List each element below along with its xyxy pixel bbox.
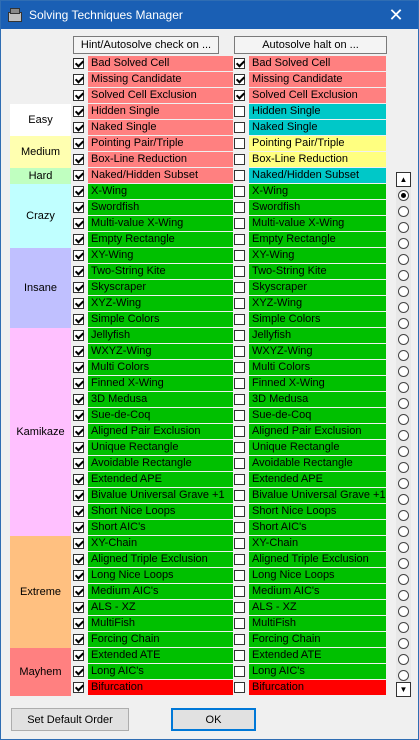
halt-row-35 bbox=[234, 616, 386, 631]
hint-checkbox[interactable] bbox=[73, 202, 84, 213]
halt-row-2 bbox=[234, 88, 386, 103]
halt-checkbox[interactable] bbox=[234, 138, 245, 149]
halt-checkbox[interactable] bbox=[234, 362, 245, 373]
order-radio[interactable] bbox=[398, 254, 409, 265]
halt-checkbox[interactable] bbox=[234, 314, 245, 325]
halt-checkbox[interactable] bbox=[234, 474, 245, 485]
halt-technique-label: Box-Line Reduction bbox=[249, 152, 386, 167]
order-radio[interactable] bbox=[398, 222, 409, 233]
halt-row-4 bbox=[234, 120, 386, 135]
order-radio[interactable] bbox=[398, 430, 409, 441]
halt-technique-label: Aligned Triple Exclusion bbox=[249, 552, 386, 567]
hint-checkbox[interactable] bbox=[73, 314, 84, 325]
halt-checkbox[interactable] bbox=[234, 330, 245, 341]
hint-technique-label: Aligned Pair Exclusion bbox=[88, 424, 233, 439]
halt-technique-label: Aligned Pair Exclusion bbox=[249, 424, 386, 439]
hint-checkbox[interactable] bbox=[73, 410, 84, 421]
halt-row-26 bbox=[234, 472, 386, 487]
ok-button[interactable]: OK bbox=[171, 708, 256, 731]
order-radio[interactable] bbox=[398, 334, 409, 345]
hint-technique-label: Pointing Pair/Triple bbox=[88, 136, 233, 151]
halt-checkbox[interactable] bbox=[234, 490, 245, 501]
hint-technique-label: X-Wing bbox=[88, 184, 233, 199]
order-radio[interactable] bbox=[398, 510, 409, 521]
hint-row-37 bbox=[73, 648, 233, 663]
halt-row-15 bbox=[234, 296, 386, 311]
halt-row-10 bbox=[234, 216, 386, 231]
hint-checkbox[interactable] bbox=[73, 74, 84, 85]
halt-row-0 bbox=[234, 56, 386, 71]
halt-checkbox[interactable] bbox=[234, 506, 245, 517]
halt-technique-label: Short Nice Loops bbox=[249, 504, 386, 519]
halt-row-33 bbox=[234, 584, 386, 599]
order-radio[interactable] bbox=[398, 462, 409, 473]
halt-checkbox[interactable] bbox=[234, 58, 245, 69]
hint-checkbox[interactable] bbox=[73, 442, 84, 453]
order-radio[interactable] bbox=[398, 478, 409, 489]
hint-checkbox[interactable] bbox=[73, 538, 84, 549]
halt-technique-label: Solved Cell Exclusion bbox=[249, 88, 386, 103]
hint-column-header-button[interactable]: Hint/Autosolve check on ... bbox=[73, 36, 219, 54]
halt-checkbox[interactable] bbox=[234, 218, 245, 229]
hint-technique-label: Two-String Kite bbox=[88, 264, 233, 279]
halt-row-36 bbox=[234, 632, 386, 647]
hint-checkbox[interactable] bbox=[73, 346, 84, 357]
hint-row-7 bbox=[73, 168, 233, 183]
hint-technique-label: WXYZ-Wing bbox=[88, 344, 233, 359]
hint-row-35 bbox=[73, 616, 233, 631]
hint-technique-label: Short Nice Loops bbox=[88, 504, 233, 519]
hint-technique-label: Extended APE bbox=[88, 472, 233, 487]
hint-row-38 bbox=[73, 664, 233, 679]
hint-technique-label: Jellyfish bbox=[88, 328, 233, 343]
halt-technique-label: Long AIC's bbox=[249, 664, 386, 679]
hint-checkbox[interactable] bbox=[73, 490, 84, 501]
order-radio[interactable] bbox=[398, 542, 409, 553]
scroll-up-icon[interactable]: ▲ bbox=[396, 172, 411, 187]
halt-checkbox[interactable] bbox=[234, 410, 245, 421]
hint-technique-label: Hidden Single bbox=[88, 104, 233, 119]
halt-checkbox[interactable] bbox=[234, 250, 245, 261]
hint-checkbox[interactable] bbox=[73, 90, 84, 101]
halt-row-9 bbox=[234, 200, 386, 215]
halt-row-20 bbox=[234, 376, 386, 391]
order-radio[interactable] bbox=[398, 670, 409, 681]
hint-checkbox[interactable] bbox=[73, 234, 84, 245]
halt-row-16 bbox=[234, 312, 386, 327]
window-title: Solving Techniques Manager bbox=[29, 8, 183, 22]
hint-checkbox[interactable] bbox=[73, 218, 84, 229]
hint-technique-label: Simple Colors bbox=[88, 312, 233, 327]
hint-technique-label: 3D Medusa bbox=[88, 392, 233, 407]
hint-checkbox[interactable] bbox=[73, 618, 84, 629]
halt-checkbox[interactable] bbox=[234, 202, 245, 213]
halt-checkbox[interactable] bbox=[234, 106, 245, 117]
hint-row-14 bbox=[73, 280, 233, 295]
halt-technique-label: XY-Chain bbox=[249, 536, 386, 551]
halt-row-14 bbox=[234, 280, 386, 295]
hint-checkbox[interactable] bbox=[73, 282, 84, 293]
halt-technique-label: Naked/Hidden Subset bbox=[249, 168, 386, 183]
hint-technique-label: Bivalue Universal Grave +1 bbox=[88, 488, 233, 503]
hint-technique-label: Naked/Hidden Subset bbox=[88, 168, 233, 183]
order-radio[interactable] bbox=[398, 286, 409, 297]
halt-row-31 bbox=[234, 552, 386, 567]
hint-technique-label: Solved Cell Exclusion bbox=[88, 88, 233, 103]
set-default-order-button[interactable]: Set Default Order bbox=[11, 708, 129, 731]
halt-row-11 bbox=[234, 232, 386, 247]
hint-row-10 bbox=[73, 216, 233, 231]
hint-checkbox[interactable] bbox=[73, 250, 84, 261]
hint-checkbox[interactable] bbox=[73, 458, 84, 469]
halt-row-8 bbox=[234, 184, 386, 199]
halt-row-32 bbox=[234, 568, 386, 583]
hint-technique-label: XY-Wing bbox=[88, 248, 233, 263]
hint-checkbox[interactable] bbox=[73, 570, 84, 581]
hint-technique-label: XYZ-Wing bbox=[88, 296, 233, 311]
halt-technique-label: Forcing Chain bbox=[249, 632, 386, 647]
hint-row-28 bbox=[73, 504, 233, 519]
hint-checkbox[interactable] bbox=[73, 394, 84, 405]
hint-checkbox[interactable] bbox=[73, 522, 84, 533]
halt-checkbox[interactable] bbox=[234, 378, 245, 389]
halt-checkbox[interactable] bbox=[234, 122, 245, 133]
hint-technique-label: Long Nice Loops bbox=[88, 568, 233, 583]
hint-checkbox[interactable] bbox=[73, 362, 84, 373]
category-medium: Medium bbox=[10, 136, 71, 168]
hint-row-21 bbox=[73, 392, 233, 407]
hint-checkbox[interactable] bbox=[73, 266, 84, 277]
hint-technique-label: Extended ATE bbox=[88, 648, 233, 663]
hint-row-25 bbox=[73, 456, 233, 471]
order-radio[interactable] bbox=[398, 606, 409, 617]
hint-technique-label: Bifurcation bbox=[88, 680, 233, 695]
halt-checkbox[interactable] bbox=[234, 234, 245, 245]
category-easy: Easy bbox=[10, 104, 71, 136]
hint-technique-label: ALS - XZ bbox=[88, 600, 233, 615]
scroll-down-icon[interactable]: ▼ bbox=[396, 682, 411, 697]
hint-row-23 bbox=[73, 424, 233, 439]
hint-checkbox[interactable] bbox=[73, 330, 84, 341]
hint-checkbox[interactable] bbox=[73, 426, 84, 437]
hint-checkbox[interactable] bbox=[73, 122, 84, 133]
hint-checkbox[interactable] bbox=[73, 170, 84, 181]
halt-row-22 bbox=[234, 408, 386, 423]
halt-row-27 bbox=[234, 488, 386, 503]
halt-row-21 bbox=[234, 392, 386, 407]
halt-checkbox[interactable] bbox=[234, 682, 245, 693]
halt-checkbox[interactable] bbox=[234, 282, 245, 293]
halt-technique-label: Bad Solved Cell bbox=[249, 56, 386, 71]
hint-checkbox[interactable] bbox=[73, 378, 84, 389]
hint-checkbox[interactable] bbox=[73, 298, 84, 309]
hint-row-8 bbox=[73, 184, 233, 199]
hint-checkbox[interactable] bbox=[73, 554, 84, 565]
hint-row-5 bbox=[73, 136, 233, 151]
order-radio[interactable] bbox=[398, 494, 409, 505]
order-radio[interactable] bbox=[398, 318, 409, 329]
order-radio[interactable] bbox=[398, 206, 409, 217]
hint-row-33 bbox=[73, 584, 233, 599]
hint-row-26 bbox=[73, 472, 233, 487]
hint-row-29 bbox=[73, 520, 233, 535]
order-radio[interactable] bbox=[398, 382, 409, 393]
halt-row-5 bbox=[234, 136, 386, 151]
hint-technique-label: Forcing Chain bbox=[88, 632, 233, 647]
halt-row-7 bbox=[234, 168, 386, 183]
hint-checkbox[interactable] bbox=[73, 154, 84, 165]
halt-checkbox[interactable] bbox=[234, 634, 245, 645]
halt-checkbox[interactable] bbox=[234, 90, 245, 101]
hint-technique-label: Multi-value X-Wing bbox=[88, 216, 233, 231]
halt-row-18 bbox=[234, 344, 386, 359]
halt-checkbox[interactable] bbox=[234, 538, 245, 549]
hint-technique-label: Finned X-Wing bbox=[88, 376, 233, 391]
halt-technique-label: Short AIC's bbox=[249, 520, 386, 535]
halt-row-3 bbox=[234, 104, 386, 119]
halt-row-19 bbox=[234, 360, 386, 375]
order-radio[interactable] bbox=[398, 350, 409, 361]
halt-checkbox[interactable] bbox=[234, 394, 245, 405]
category-crazy: Crazy bbox=[10, 184, 71, 248]
hint-row-27 bbox=[73, 488, 233, 503]
hint-technique-label: Unique Rectangle bbox=[88, 440, 233, 455]
order-radio[interactable] bbox=[398, 574, 409, 585]
hint-checkbox[interactable] bbox=[73, 650, 84, 661]
order-radio[interactable] bbox=[398, 238, 409, 249]
halt-checkbox[interactable] bbox=[234, 154, 245, 165]
hint-checkbox[interactable] bbox=[73, 666, 84, 677]
halt-checkbox[interactable] bbox=[234, 298, 245, 309]
order-radio[interactable] bbox=[398, 526, 409, 537]
halt-technique-label: MultiFish bbox=[249, 616, 386, 631]
hint-row-4 bbox=[73, 120, 233, 135]
halt-checkbox[interactable] bbox=[234, 602, 245, 613]
halt-technique-label: Extended APE bbox=[249, 472, 386, 487]
order-radio[interactable] bbox=[398, 190, 409, 201]
halt-technique-label: Bifurcation bbox=[249, 680, 386, 695]
order-radio[interactable] bbox=[398, 590, 409, 601]
hint-technique-label: Long AIC's bbox=[88, 664, 233, 679]
hint-checkbox[interactable] bbox=[73, 138, 84, 149]
order-radio[interactable] bbox=[398, 558, 409, 569]
hint-row-18 bbox=[73, 344, 233, 359]
hint-checkbox[interactable] bbox=[73, 186, 84, 197]
halt-technique-label: Jellyfish bbox=[249, 328, 386, 343]
halt-technique-label: Long Nice Loops bbox=[249, 568, 386, 583]
order-radio[interactable] bbox=[398, 638, 409, 649]
halt-technique-label: Empty Rectangle bbox=[249, 232, 386, 247]
hint-technique-label: Box-Line Reduction bbox=[88, 152, 233, 167]
halt-technique-label: Multi Colors bbox=[249, 360, 386, 375]
halt-technique-label: Skyscraper bbox=[249, 280, 386, 295]
order-radio[interactable] bbox=[398, 622, 409, 633]
hint-technique-label: MultiFish bbox=[88, 616, 233, 631]
halt-row-13 bbox=[234, 264, 386, 279]
hint-row-17 bbox=[73, 328, 233, 343]
hint-technique-label: Skyscraper bbox=[88, 280, 233, 295]
hint-checkbox[interactable] bbox=[73, 106, 84, 117]
app-icon bbox=[7, 7, 23, 23]
category-insane: Insane bbox=[10, 248, 71, 328]
halt-row-29 bbox=[234, 520, 386, 535]
halt-checkbox[interactable] bbox=[234, 522, 245, 533]
halt-row-37 bbox=[234, 648, 386, 663]
halt-technique-label: WXYZ-Wing bbox=[249, 344, 386, 359]
halt-checkbox[interactable] bbox=[234, 554, 245, 565]
halt-row-28 bbox=[234, 504, 386, 519]
hint-technique-label: Multi Colors bbox=[88, 360, 233, 375]
halt-row-25 bbox=[234, 456, 386, 471]
hint-checkbox[interactable] bbox=[73, 58, 84, 69]
hint-row-2 bbox=[73, 88, 233, 103]
hint-technique-label: Swordfish bbox=[88, 200, 233, 215]
halt-row-17 bbox=[234, 328, 386, 343]
order-radio[interactable] bbox=[398, 446, 409, 457]
halt-checkbox[interactable] bbox=[234, 650, 245, 661]
hint-row-0 bbox=[73, 56, 233, 71]
halt-column-header-button[interactable]: Autosolve halt on ... bbox=[234, 36, 387, 54]
hint-row-22 bbox=[73, 408, 233, 423]
order-scrollbar[interactable] bbox=[396, 172, 411, 697]
halt-checkbox[interactable] bbox=[234, 186, 245, 197]
hint-technique-label: Missing Candidate bbox=[88, 72, 233, 87]
hint-row-34 bbox=[73, 600, 233, 615]
hint-row-24 bbox=[73, 440, 233, 455]
order-radio[interactable] bbox=[398, 398, 409, 409]
halt-technique-label: Bivalue Universal Grave +1 bbox=[249, 488, 386, 503]
category-mayhem: Mayhem bbox=[10, 648, 71, 696]
hint-technique-label: Aligned Triple Exclusion bbox=[88, 552, 233, 567]
hint-row-12 bbox=[73, 248, 233, 263]
hint-row-9 bbox=[73, 200, 233, 215]
halt-checkbox[interactable] bbox=[234, 74, 245, 85]
hint-row-1 bbox=[73, 72, 233, 87]
hint-row-31 bbox=[73, 552, 233, 567]
halt-technique-label: Multi-value X-Wing bbox=[249, 216, 386, 231]
halt-row-6 bbox=[234, 152, 386, 167]
halt-technique-label: Avoidable Rectangle bbox=[249, 456, 386, 471]
hint-technique-label: Avoidable Rectangle bbox=[88, 456, 233, 471]
halt-checkbox[interactable] bbox=[234, 426, 245, 437]
title-bar bbox=[1, 1, 418, 29]
halt-technique-label: Simple Colors bbox=[249, 312, 386, 327]
halt-technique-label: 3D Medusa bbox=[249, 392, 386, 407]
order-radio[interactable] bbox=[398, 270, 409, 281]
hint-row-32 bbox=[73, 568, 233, 583]
order-radio[interactable] bbox=[398, 366, 409, 377]
halt-row-24 bbox=[234, 440, 386, 455]
halt-checkbox[interactable] bbox=[234, 346, 245, 357]
hint-checkbox[interactable] bbox=[73, 602, 84, 613]
hint-technique-label: Short AIC's bbox=[88, 520, 233, 535]
halt-technique-label: XY-Wing bbox=[249, 248, 386, 263]
halt-technique-label: Swordfish bbox=[249, 200, 386, 215]
halt-checkbox[interactable] bbox=[234, 170, 245, 181]
halt-checkbox[interactable] bbox=[234, 618, 245, 629]
hint-technique-label: Medium AIC's bbox=[88, 584, 233, 599]
hint-row-15 bbox=[73, 296, 233, 311]
halt-checkbox[interactable] bbox=[234, 586, 245, 597]
halt-technique-label: Extended ATE bbox=[249, 648, 386, 663]
halt-technique-label: Naked Single bbox=[249, 120, 386, 135]
halt-checkbox[interactable] bbox=[234, 570, 245, 581]
halt-technique-label: Medium AIC's bbox=[249, 584, 386, 599]
category-kamikaze: Kamikaze bbox=[10, 328, 71, 536]
halt-technique-label: Finned X-Wing bbox=[249, 376, 386, 391]
hint-technique-label: Naked Single bbox=[88, 120, 233, 135]
halt-row-30 bbox=[234, 536, 386, 551]
halt-technique-label: Sue-de-Coq bbox=[249, 408, 386, 423]
hint-row-20 bbox=[73, 376, 233, 391]
halt-technique-label: ALS - XZ bbox=[249, 600, 386, 615]
halt-row-38 bbox=[234, 664, 386, 679]
halt-row-39 bbox=[234, 680, 386, 695]
hint-row-16 bbox=[73, 312, 233, 327]
hint-row-30 bbox=[73, 536, 233, 551]
hint-row-6 bbox=[73, 152, 233, 167]
hint-technique-label: Empty Rectangle bbox=[88, 232, 233, 247]
halt-row-12 bbox=[234, 248, 386, 263]
halt-technique-label: X-Wing bbox=[249, 184, 386, 199]
halt-technique-label: Unique Rectangle bbox=[249, 440, 386, 455]
halt-checkbox[interactable] bbox=[234, 666, 245, 677]
halt-row-23 bbox=[234, 424, 386, 439]
close-icon[interactable]: ✕ bbox=[388, 4, 404, 25]
hint-technique-label: Sue-de-Coq bbox=[88, 408, 233, 423]
halt-checkbox[interactable] bbox=[234, 442, 245, 453]
halt-technique-label: Two-String Kite bbox=[249, 264, 386, 279]
category-hard: Hard bbox=[10, 168, 71, 184]
halt-row-1 bbox=[234, 72, 386, 87]
hint-checkbox[interactable] bbox=[73, 474, 84, 485]
hint-checkbox[interactable] bbox=[73, 682, 84, 693]
halt-checkbox[interactable] bbox=[234, 266, 245, 277]
order-radio[interactable] bbox=[398, 302, 409, 313]
halt-checkbox[interactable] bbox=[234, 458, 245, 469]
hint-row-3 bbox=[73, 104, 233, 119]
hint-row-11 bbox=[73, 232, 233, 247]
hint-technique-label: Bad Solved Cell bbox=[88, 56, 233, 71]
hint-technique-label: XY-Chain bbox=[88, 536, 233, 551]
order-radio[interactable] bbox=[398, 654, 409, 665]
category-extreme: Extreme bbox=[10, 536, 71, 648]
hint-row-13 bbox=[73, 264, 233, 279]
order-radio[interactable] bbox=[398, 414, 409, 425]
hint-row-19 bbox=[73, 360, 233, 375]
halt-technique-label: Hidden Single bbox=[249, 104, 386, 119]
halt-technique-label: Pointing Pair/Triple bbox=[249, 136, 386, 151]
hint-row-39 bbox=[73, 680, 233, 695]
halt-row-34 bbox=[234, 600, 386, 615]
hint-checkbox[interactable] bbox=[73, 634, 84, 645]
halt-technique-label: Missing Candidate bbox=[249, 72, 386, 87]
hint-row-36 bbox=[73, 632, 233, 647]
hint-checkbox[interactable] bbox=[73, 586, 84, 597]
hint-checkbox[interactable] bbox=[73, 506, 84, 517]
halt-technique-label: XYZ-Wing bbox=[249, 296, 386, 311]
